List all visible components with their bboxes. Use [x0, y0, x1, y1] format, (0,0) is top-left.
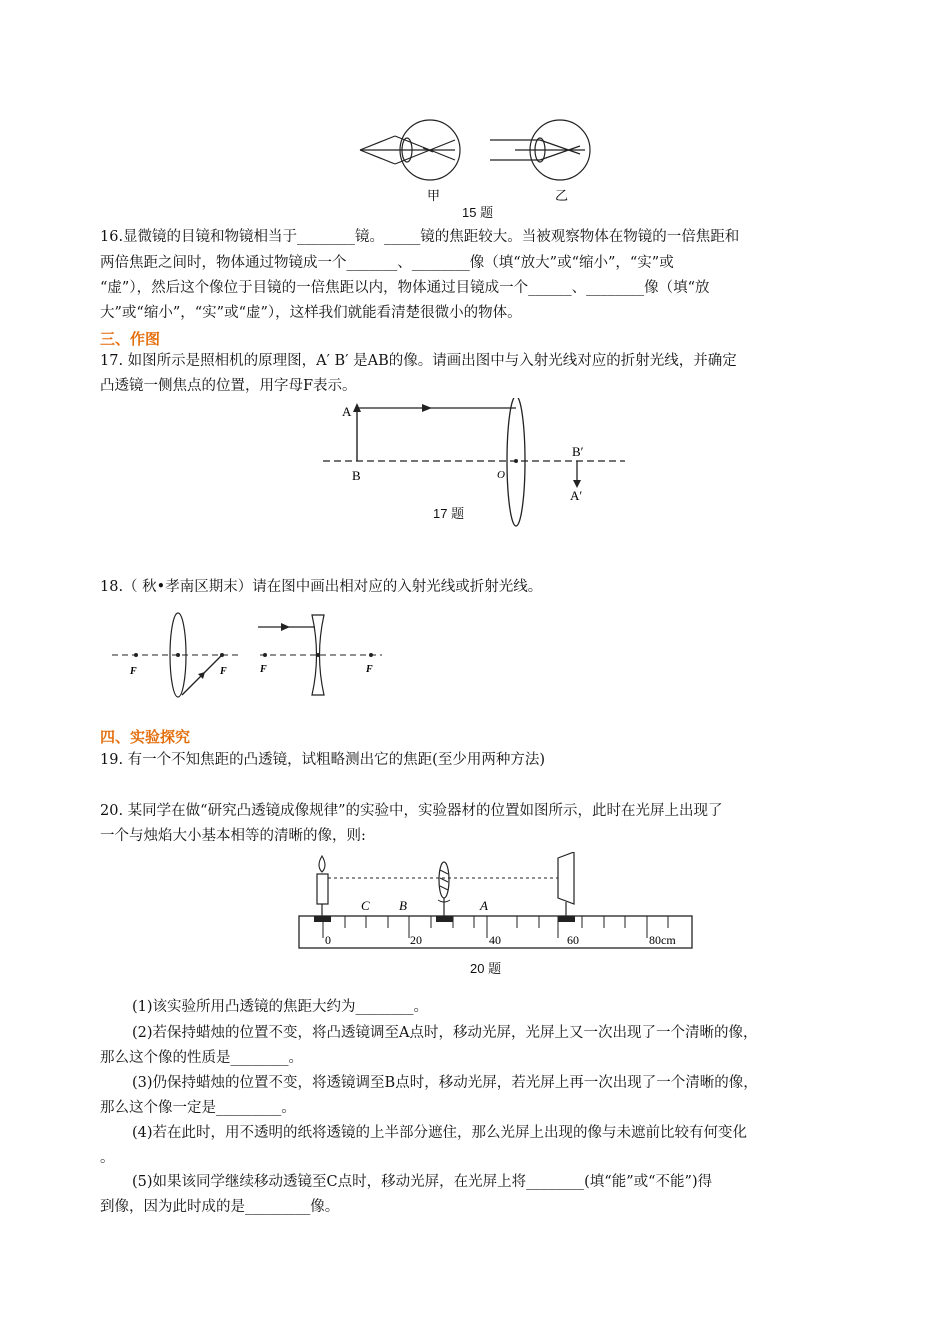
q20-sub2b: 那么这个像的性质是________。: [100, 1050, 303, 1066]
q16-line4: 大”或“缩小”，“实”或“虚”），这样我们就能看清楚很微小的物体。: [100, 305, 522, 321]
ray-arrow-icon: [422, 404, 432, 412]
label-A-prime: A′: [570, 488, 583, 503]
optical-center: [514, 459, 518, 463]
q20-sub5b: 到像，因为此时成的是_________像。: [100, 1199, 340, 1215]
tick-20: 20: [410, 933, 422, 947]
fig20-caption: 20 题: [470, 961, 502, 976]
label-F4: F: [366, 664, 373, 675]
fig15-caption: 15 题: [462, 205, 494, 220]
candle: [317, 874, 328, 904]
label-F1: F: [130, 666, 137, 677]
eye-jia: [360, 120, 460, 180]
label-jia: 甲: [427, 188, 441, 203]
label-B: B: [352, 468, 361, 483]
fig18-lens-diagrams: [110, 610, 390, 700]
label-yi: 乙: [555, 188, 569, 203]
tick-0: 0: [325, 933, 331, 947]
light-screen: [558, 852, 574, 904]
q20-sub2a: (2)若保持蜡烛的位置不变，将凸透镜调至A点时，移动光屏，光屏上又一次出现了一个清晰的像，: [132, 1025, 758, 1041]
ray-arrow-icon: [281, 623, 290, 631]
q20-line1: 20. 某同学在做“研究凸透镜成像规律”的实验中，实验器材的位置如图所示，此时在光屏上出现了: [100, 803, 723, 819]
image-arrowhead: [573, 480, 581, 488]
q20-sub1: (1)该实验所用凸透镜的焦距大约为________。: [132, 999, 429, 1015]
focus-left-convex: [134, 653, 138, 657]
section-heading-experiment: 四、实验探究: [100, 728, 191, 746]
label-C: C: [361, 898, 370, 913]
eye-yi: [490, 120, 590, 180]
fig15-eye-diagram: [355, 118, 605, 208]
q20-sub4a: (4)若在此时，用不透明的纸将透镜的上半部分遮住，那么光屏上出现的像与未遮前比较有何变化: [132, 1125, 748, 1141]
fig17-camera-diagram: [320, 398, 630, 533]
q20-sub4b: 。: [100, 1150, 115, 1166]
flame-icon: [319, 856, 325, 872]
label-F3: F: [260, 664, 267, 675]
tick-60: 60: [567, 933, 579, 947]
label-B-prime: B′: [572, 444, 584, 459]
label-O: O: [497, 469, 505, 481]
section-heading-drawing: 三、作图: [100, 330, 161, 348]
label-A: A: [342, 404, 352, 419]
label-F2: F: [220, 666, 227, 677]
label-B: B: [399, 898, 407, 913]
fig20-optical-bench: [296, 852, 696, 957]
tick-40: 40: [489, 933, 501, 947]
q18-line1: 18.（ 秋•孝南区期末）请在图中画出相对应的入射光线或折射光线。: [100, 579, 543, 595]
q17-line2: 凸透镜一侧焦点的位置，用字母F表示。: [100, 378, 357, 394]
focus-left-concave: [263, 653, 267, 657]
q19-line1: 19. 有一个不知焦距的凸透镜，试粗略测出它的焦距(至少用两种方法): [100, 752, 545, 768]
optical-center-concave: [316, 653, 320, 657]
q20-sub3b: 那么这个像一定是_________。: [100, 1100, 296, 1116]
focus-right-concave: [369, 653, 373, 657]
q17-line1: 17. 如图所示是照相机的原理图，A′ B′ 是AB的像。请画出图中与入射光线对应的折射光线，并确定: [100, 353, 737, 369]
q20-sub3a: (3)仍保持蜡烛的位置不变，将透镜调至B点时，移动光屏，若光屏上再一次出现了一个清晰的像，: [132, 1075, 758, 1091]
q20-sub5a: (5)如果该同学继续移动透镜至C点时，移动光屏，在光屏上将________(填“能”或“不能”)得: [132, 1174, 713, 1190]
tick-80: 80cm: [649, 933, 676, 947]
label-A: A: [480, 898, 488, 913]
q16-line3: “虚”），然后这个像位于目镜的一倍焦距以内，物体通过目镜成一个______、________像（填“放: [100, 280, 710, 296]
optical-center-convex: [176, 653, 180, 657]
q16-line2: 两倍焦距之间时，物体通过物镜成一个_______、________像（填“放大”或“缩小”，“实”或: [100, 255, 674, 271]
q16-line1: 16.显微镜的目镜和物镜相当于________镜。_____镜的焦距较大。当被观察物体在物镜的一倍焦距和: [100, 229, 740, 245]
q20-line2: 一个与烛焰大小基本相等的清晰的像，则:: [100, 828, 366, 844]
fig17-caption: 17 题: [433, 506, 465, 521]
